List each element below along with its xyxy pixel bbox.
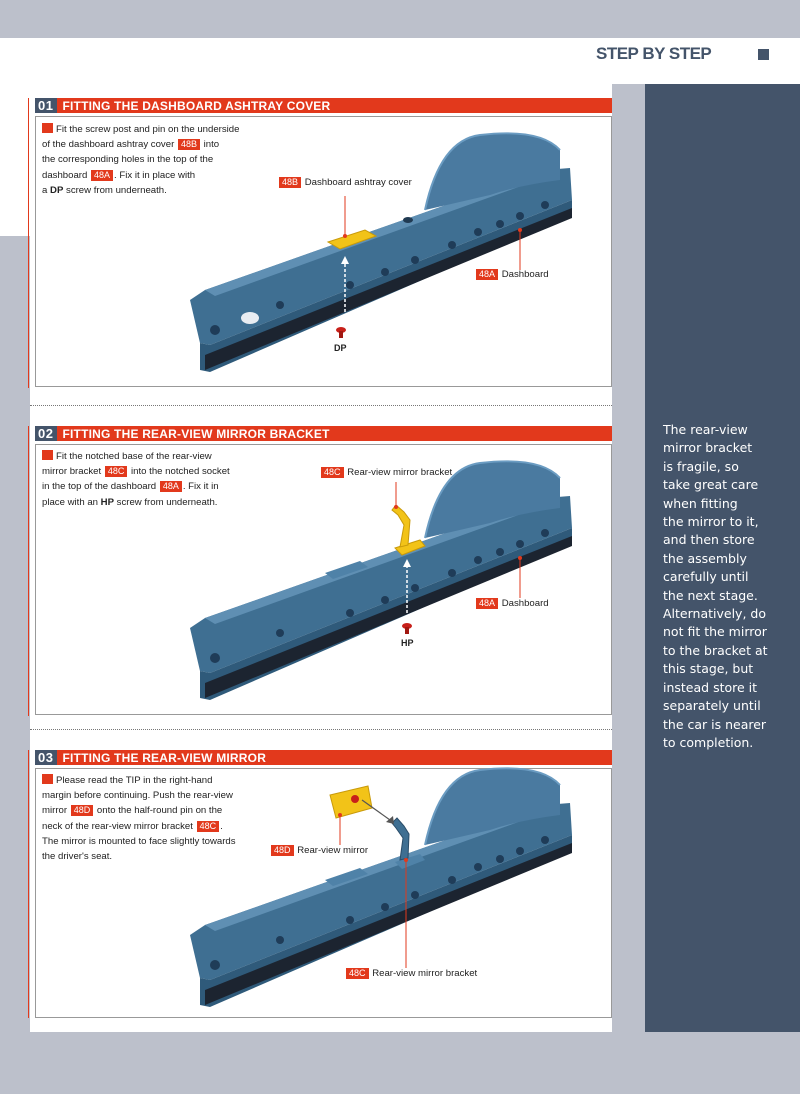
screw-label: DP — [334, 343, 347, 353]
tip-line: carefully until — [663, 569, 749, 585]
tip-line: and then store — [663, 532, 755, 548]
step-number: 01 — [35, 98, 57, 113]
tip-line: Alternatively, do — [663, 606, 766, 622]
tip-line: The rear-view — [663, 422, 748, 437]
callout-mirror-bracket: 48C Rear-view mirror bracket — [345, 968, 477, 980]
step-number: 02 — [35, 426, 57, 441]
mirror-bracket-part — [392, 818, 409, 860]
step-title: FITTING THE DASHBOARD ASHTRAY COVER — [62, 98, 331, 113]
tip-line: the next stage. — [663, 587, 758, 603]
step-title: FITTING THE REAR-VIEW MIRROR — [62, 750, 267, 765]
tip-line: the car is nearer — [663, 716, 767, 732]
step-instructions: Please read the TIP in the right-hand margin before continuing. Push the rear-view mirror 48D onto the half-round pin on the neck of the rear-view mirror bracket 48C . The mirror is mounted to face slightly towards the driver's seat. — [42, 775, 236, 863]
tip-line: is fragile, so — [663, 458, 739, 474]
tip-line: not fit the mirror — [663, 624, 767, 640]
tip-line: the mirror to it, — [663, 514, 759, 530]
tip-line: the assembly — [663, 550, 747, 566]
tip-line: to completion. — [663, 734, 754, 750]
callout-ashtray-cover: 48B Dashboard ashtray cover — [278, 177, 412, 189]
page-title: STEP BY STEP — [596, 44, 712, 63]
part-tag: 48B — [178, 139, 200, 150]
part-tag: 48D — [71, 805, 94, 816]
tip-line: take great care — [663, 477, 759, 493]
screw-label: HP — [401, 638, 414, 648]
callout-mirror-bracket: 48C Rear-view mirror bracket — [320, 467, 452, 479]
step-instructions: Fit the screw post and pin on the underside of the dashboard ashtray cover 48B into the corresponding holes in the top of the dashboard 48A . Fix it in place with a DP screw from underneath. — [42, 124, 240, 196]
tip-line: instead store it — [663, 679, 758, 695]
step-instructions: Fit the notched base of the rear-view mirror bracket 48C into the notched socket in the top of the dashboard 48A . Fix it in place with an HP screw from underneath. — [42, 451, 230, 508]
part-tag: 48A — [91, 170, 113, 181]
tip-line: this stage, but — [663, 661, 754, 677]
part-tag: 48C — [197, 821, 220, 832]
step-number: 03 — [35, 750, 57, 765]
tip-line: separately until — [663, 698, 761, 714]
callout-dashboard: 48A Dashboard — [475, 269, 549, 281]
tip-line: when fitting — [663, 495, 738, 511]
part-tag: 48C — [105, 466, 128, 477]
tip-line: to the bracket at — [663, 642, 768, 658]
part-tag: 48A — [160, 481, 182, 492]
callout-rear-view-mirror: 48D Rear-view mirror — [270, 845, 368, 857]
callout-dashboard: 48A Dashboard — [475, 598, 549, 610]
tip-line: mirror bracket — [663, 440, 753, 456]
step-title: FITTING THE REAR-VIEW MIRROR BRACKET — [62, 426, 330, 441]
